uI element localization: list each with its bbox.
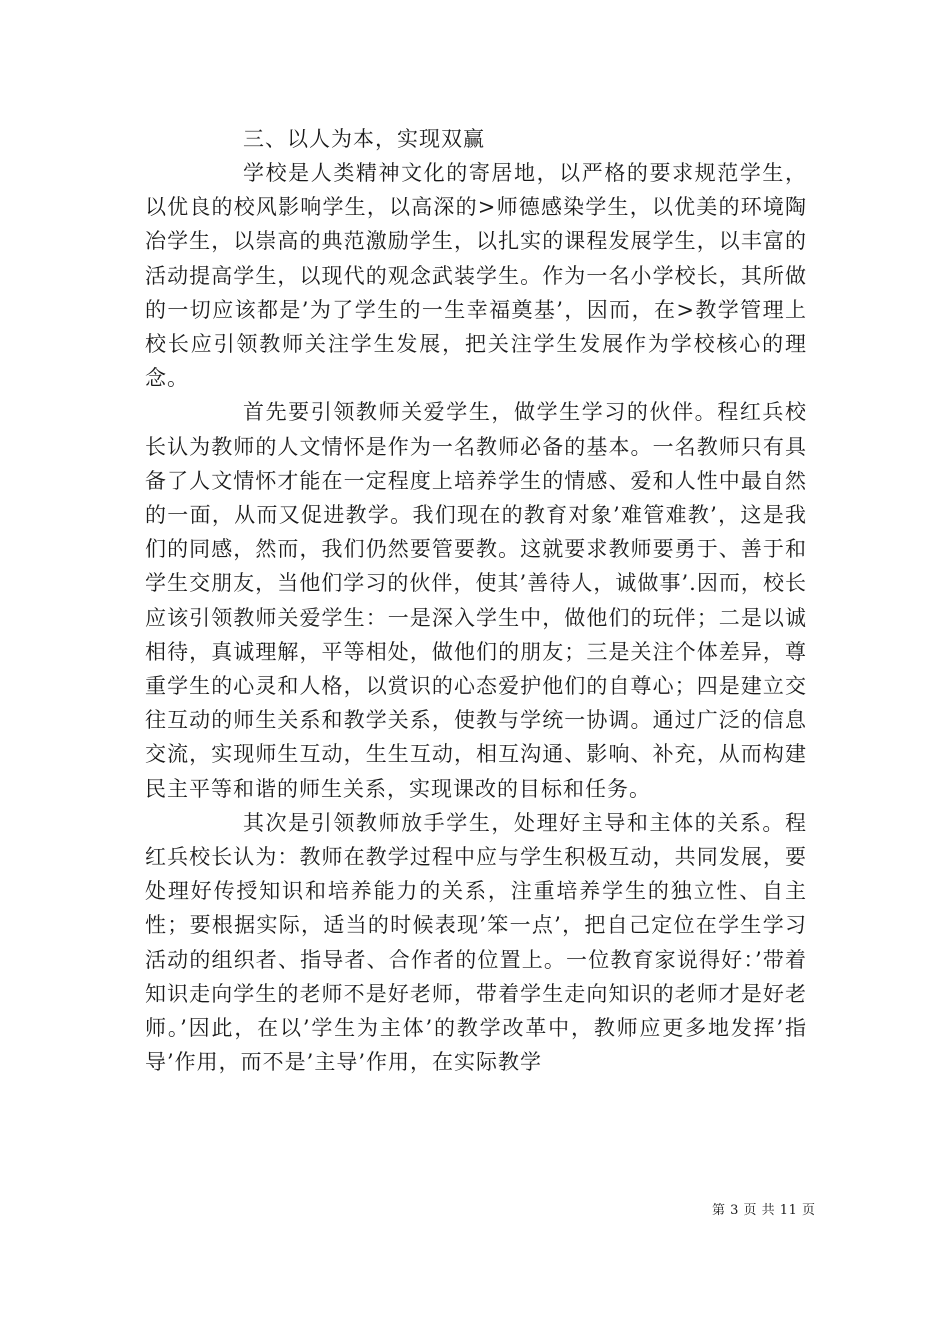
page-number: 第 3 页 共 11 页 (712, 1203, 816, 1218)
document-body (145, 122, 807, 1079)
section-heading: 三、以人为本，实现双赢 (243, 127, 485, 151)
paragraph-1: 学校是人类精神文化的寄居地，以严格的要求规范学生，以优良的校风影响学生，以高深的>师德感染学生，以优美的环境陶冶学生，以崇高的典范激励学生，以扎实的课程发展学生，以丰富的活动提高学生，以现代的观念武装学生。作为一名小学校长，其所做的一切应该都是’为了学生的一生幸福奠基’，因而，在>教学管理上校长应引领教师关注学生发展，把关注学生发展作为学校核心的理念。 (145, 161, 807, 391)
paragraph-2: 首先要引领教师关爱学生，做学生学习的伙伴。程红兵校长认为教师的人文情怀是作为一名教师必备的基本。一名教师只有具备了人文情怀才能在一定程度上培养学生的情感、爱和人性中最自然的一面，从而又促进教学。我们现在的教育对象’难管难教’，这是我们的同感，然而，我们仍然要管要教。这就要求教师要勇于、善于和学生交朋友，当他们学习的伙伴，使其’善待人，诚做事’.因而，校长应该引领教师关爱学生：一是深入学生中，做他们的玩伴；二是以诚相待，真诚理解，平等相处，做他们的朋友；三是关注个体差异，尊重学生的心灵和人格，以赏识的心态爱护他们的自尊心；四是建立交往互动的师生关系和教学关系，使教与学统一协调。通过广泛的信息交流，实现师生互动，生生互动，相互沟通、影响、补充，从而构建民主平等和谐的师生关系，实现课改的目标和任务。 (145, 400, 807, 801)
paragraph-3: 其次是引领教师放手学生，处理好主导和主体的关系。程红兵校长认为：教师在教学过程中应与学生积极互动，共同发展，要处理好传授知识和培养能力的关系，注重培养学生的独立性、自主性；要根据实际，适当的时候表现’笨一点’，把自己定位在学生学习活动的组织者、指导者、合作者的位置上。一位教育家说得好：’带着知识走向学生的老师不是好老师，带着学生走向知识的老师才是好老师。’因此，在以’学生为主体’的教学改革中，教师应更多地发挥’指导’作用，而不是’主导’作用，在实际教学 (145, 810, 807, 1075)
